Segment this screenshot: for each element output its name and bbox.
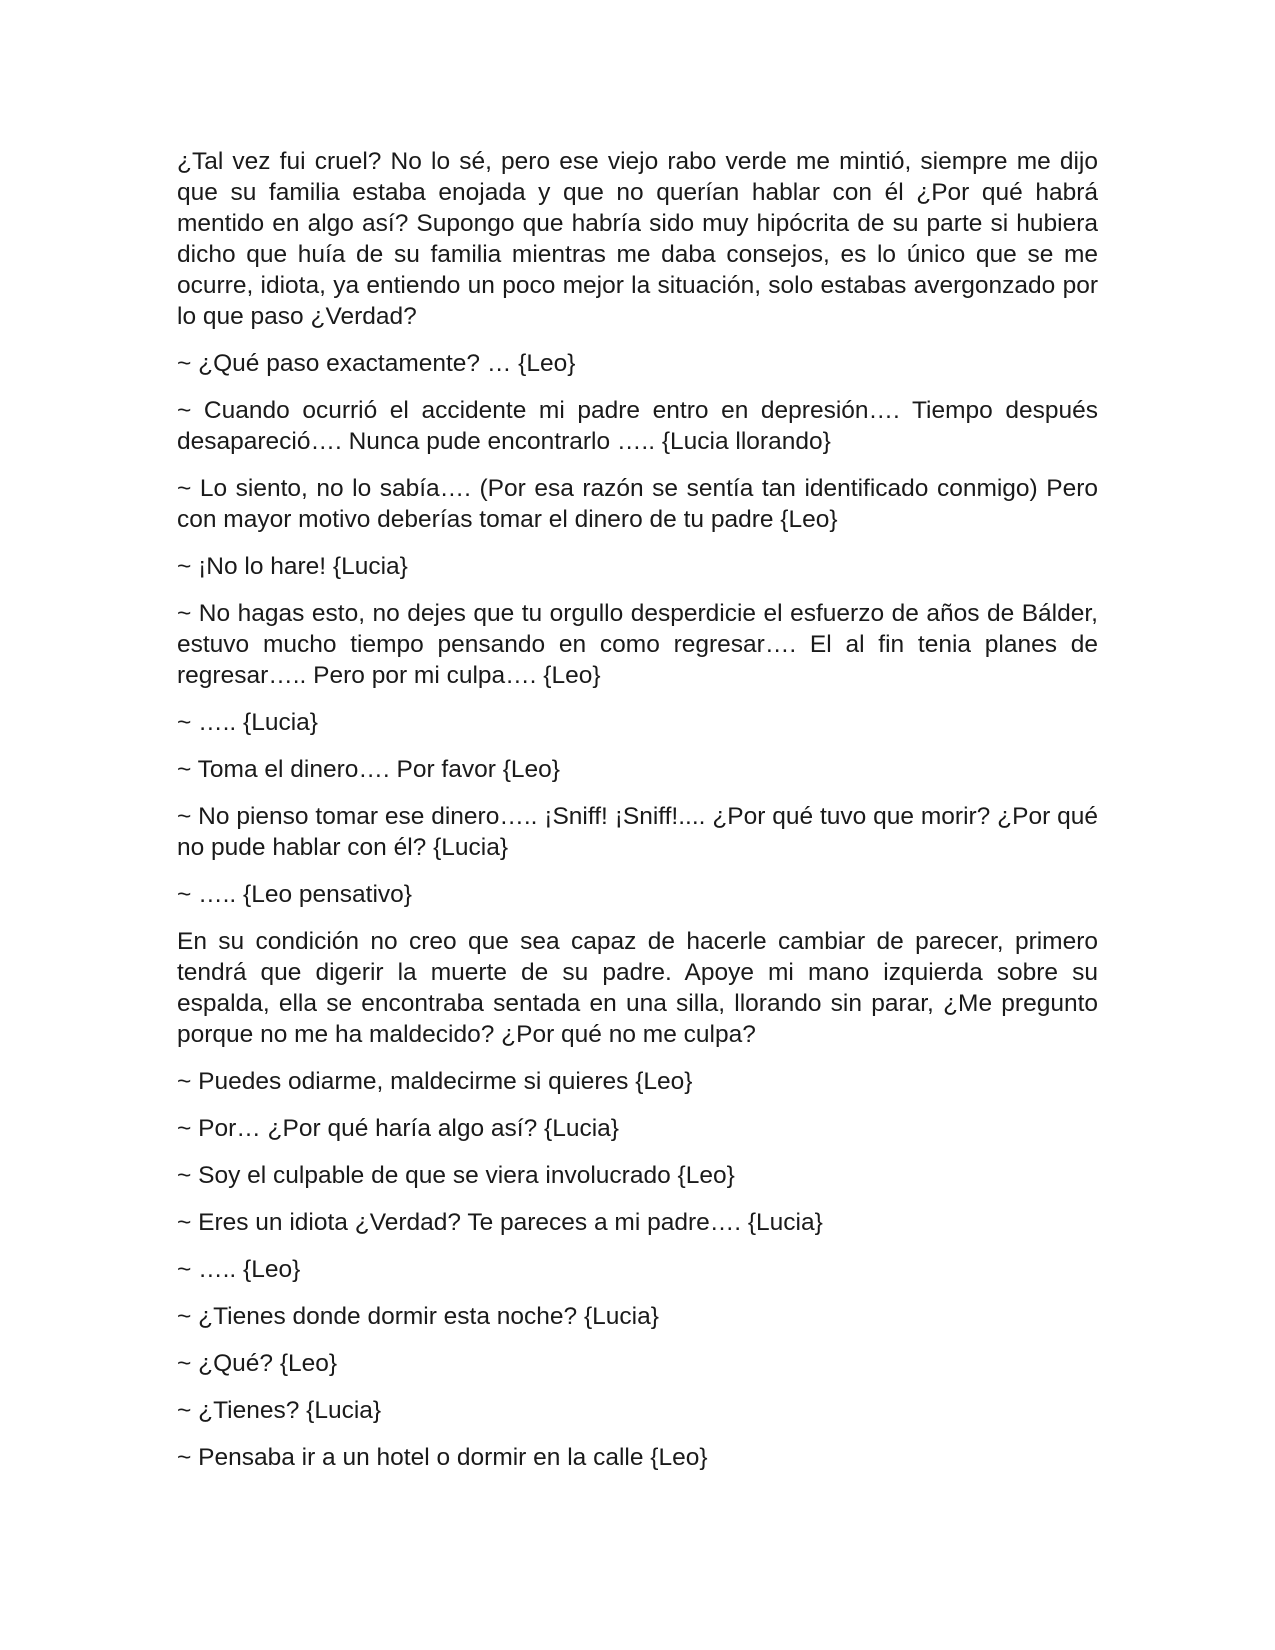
dialogue-line: ~ Pensaba ir a un hotel o dormir en la calle {Leo} xyxy=(177,1444,708,1471)
dialogue-line: ~ Lo siento, no lo sabía…. (Por esa razón se sentía tan identificado conmigo) Pero con mayor motivo deberías tomar el dinero de tu padre {Leo} xyxy=(177,475,1098,533)
dialogue-line: ~ Cuando ocurrió el accidente mi padre entro en depresión…. Tiempo después desapareció…. Nunca pude encontrarlo ….. {Lucia llorando} xyxy=(177,397,1098,455)
dialogue-line: ~ ¿Tienes donde dormir esta noche? {Lucia} xyxy=(177,1303,659,1330)
document-page xyxy=(177,146,1098,1473)
dialogue-line: ~ ¿Qué? {Leo} xyxy=(177,1350,338,1377)
dialogue-line: ~ Puedes odiarme, maldecirme si quieres {Leo} xyxy=(177,1068,693,1095)
dialogue-line: ~ Por… ¿Por qué haría algo así? {Lucia} xyxy=(177,1115,619,1142)
dialogue-line: ~ ¿Tienes? {Lucia} xyxy=(177,1397,382,1424)
dialogue-line: ~ No pienso tomar ese dinero….. ¡Sniff! ¡Sniff!.... ¿Por qué tuvo que morir? ¿Por qué no pude hablar con él? {Lucia} xyxy=(177,803,1098,861)
dialogue-line: ~ Soy el culpable de que se viera involucrado {Leo} xyxy=(177,1162,735,1189)
dialogue-line: ~ No hagas esto, no dejes que tu orgullo desperdicie el esfuerzo de años de Bálder, estuvo mucho tiempo pensando en como regresar…. El al fin tenia planes de regresar….. Pero por mi culpa…. {Leo} xyxy=(177,600,1098,689)
narrative-paragraph: ¿Tal vez fui cruel? No lo sé, pero ese viejo rabo verde me mintió, siempre me dijo que su familia estaba enojada y que no querían hablar con él ¿Por qué habrá mentido en algo así? Supongo que habría sido muy hipócrita de su parte si hubiera dicho que huía de su familia mientras me daba consejos, es lo único que se me ocurre, idiota, ya entiendo un poco mejor la situación, solo estabas avergonzado por lo que paso ¿Verdad? xyxy=(177,148,1098,330)
dialogue-line: ~ ¡No lo hare! {Lucia} xyxy=(177,553,408,580)
dialogue-line: ~ ….. {Leo pensativo} xyxy=(177,881,412,908)
dialogue-line: ~ Toma el dinero…. Por favor {Leo} xyxy=(177,756,560,783)
dialogue-line: ~ ¿Qué paso exactamente? … {Leo} xyxy=(177,350,576,377)
dialogue-line: ~ ….. {Leo} xyxy=(177,1256,301,1283)
dialogue-line: ~ ….. {Lucia} xyxy=(177,709,318,736)
narrative-paragraph: En su condición no creo que sea capaz de hacerle cambiar de parecer, primero tendrá que digerir la muerte de su padre. Apoye mi mano izquierda sobre su espalda, ella se encontraba sentada en una silla, llorando sin parar, ¿Me pregunto porque no me ha maldecido? ¿Por qué no me culpa? xyxy=(177,928,1098,1048)
dialogue-line: ~ Eres un idiota ¿Verdad? Te pareces a mi padre…. {Lucia} xyxy=(177,1209,823,1236)
